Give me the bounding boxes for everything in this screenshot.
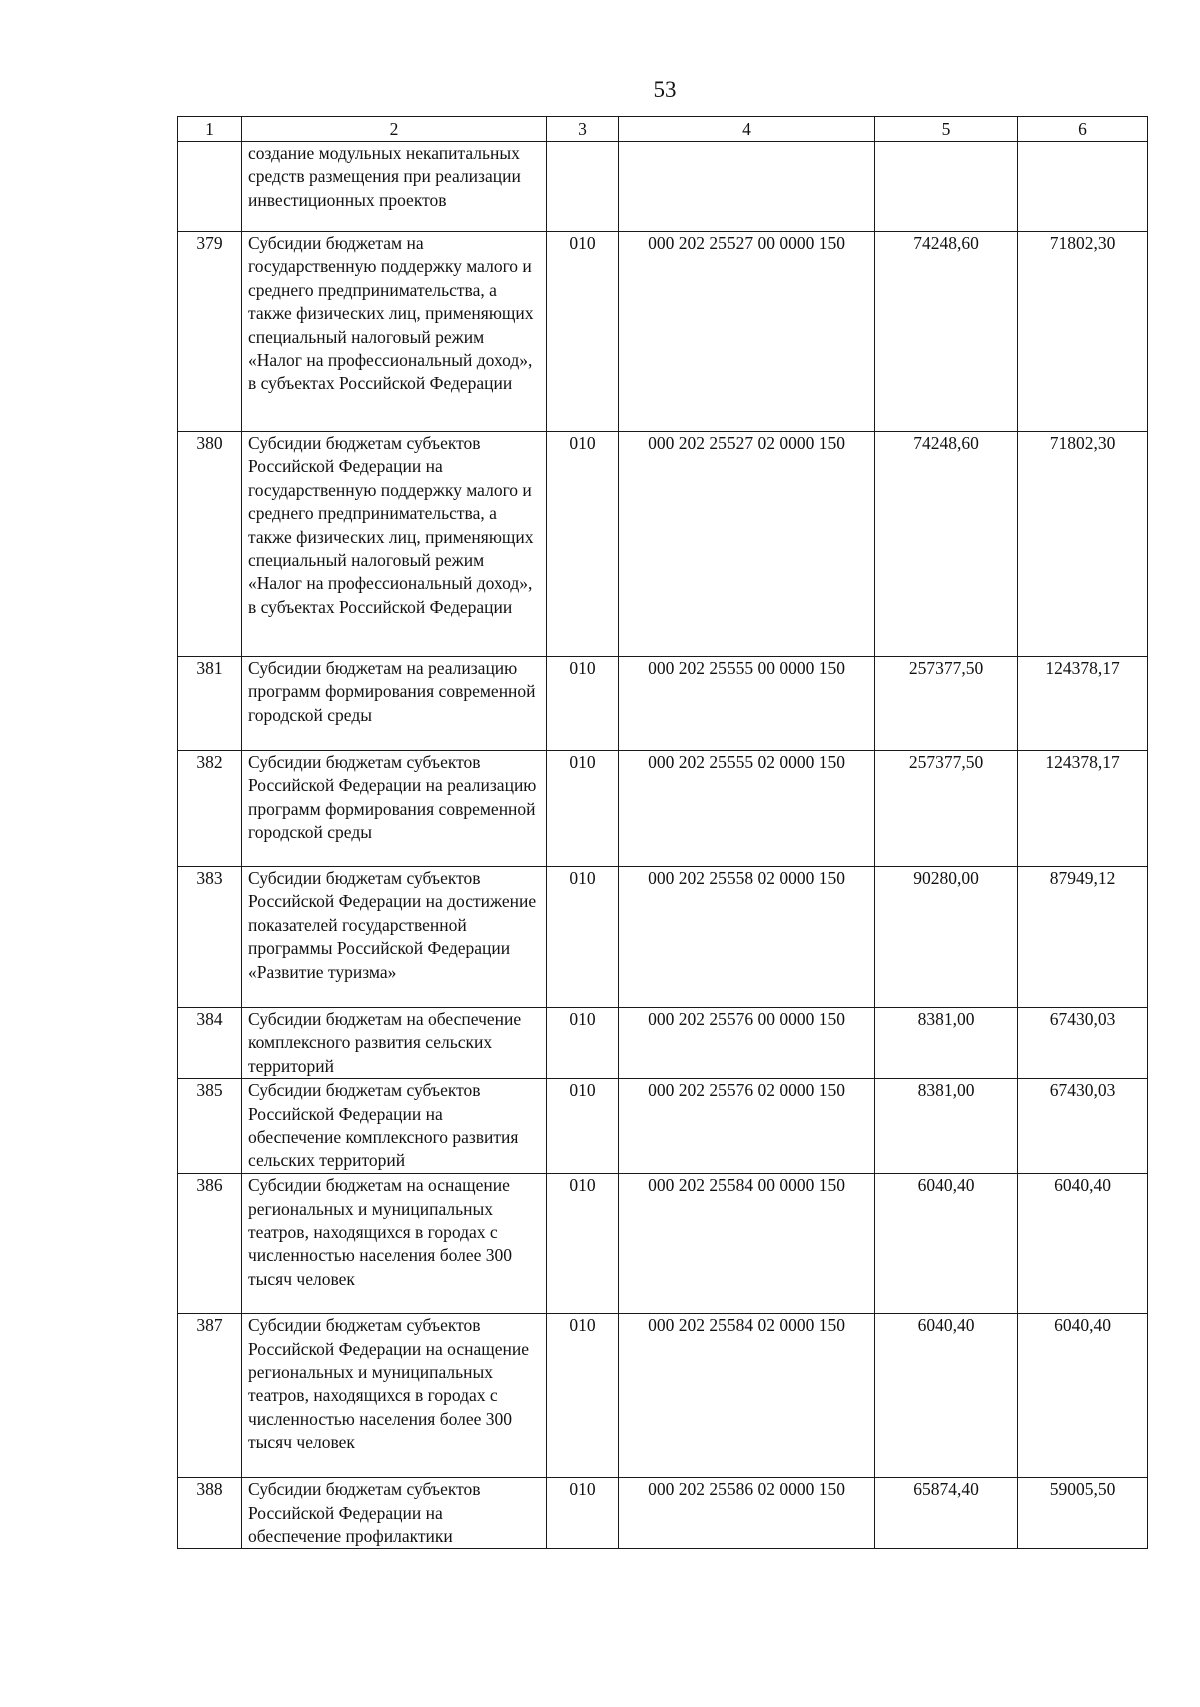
table-row xyxy=(178,1314,1148,1478)
row-name: Субсидии бюджетам субъектов Российской Федерации на оснащение региональных и муниципальных театров, находящихся в городах с численностью населения более 300 тысяч человек xyxy=(242,1314,547,1478)
row-budget-code: 000 202 25555 00 0000 150 xyxy=(619,657,875,751)
row-name: Субсидии бюджетам на обеспечение комплексного развития сельских территорий xyxy=(242,1008,547,1079)
column-header: 5 xyxy=(875,117,1018,142)
row-fact-value: 67430,03 xyxy=(1018,1079,1148,1174)
row-plan-value: 65874,40 xyxy=(875,1478,1018,1549)
row-fact-value: 6040,40 xyxy=(1018,1174,1148,1314)
row-number: 379 xyxy=(178,232,242,432)
row-budget-code: 000 202 25576 02 0000 150 xyxy=(619,1079,875,1174)
column-header: 6 xyxy=(1018,117,1148,142)
row-fact-value xyxy=(1018,142,1148,232)
row-number: 387 xyxy=(178,1314,242,1478)
row-fact-value: 71802,30 xyxy=(1018,232,1148,432)
row-fact-value: 59005,50 xyxy=(1018,1478,1148,1549)
row-admin-code: 010 xyxy=(547,1174,619,1314)
row-budget-code: 000 202 25527 00 0000 150 xyxy=(619,232,875,432)
column-header: 3 xyxy=(547,117,619,142)
row-plan-value xyxy=(875,142,1018,232)
row-name: Субсидии бюджетам субъектов Российской Федерации на государственную поддержку малого и среднего предпринимательства, а также физических лиц, применяющих специальный налоговый режим «Налог на профессиональный доход», в субъектах Российской Федерации xyxy=(242,432,547,657)
row-admin-code: 010 xyxy=(547,867,619,1008)
row-name: создание модульных некапитальных средств размещения при реализации инвестиционных проектов xyxy=(242,142,547,232)
row-admin-code xyxy=(547,142,619,232)
row-number: 381 xyxy=(178,657,242,751)
table-row xyxy=(178,1008,1148,1079)
row-fact-value: 87949,12 xyxy=(1018,867,1148,1008)
row-plan-value: 257377,50 xyxy=(875,751,1018,867)
table-row xyxy=(178,657,1148,751)
row-number: 384 xyxy=(178,1008,242,1079)
column-header: 1 xyxy=(178,117,242,142)
row-name: Субсидии бюджетам субъектов Российской Федерации на реализацию программ формирования современной городской среды xyxy=(242,751,547,867)
column-header: 4 xyxy=(619,117,875,142)
row-admin-code: 010 xyxy=(547,432,619,657)
row-number: 388 xyxy=(178,1478,242,1549)
column-header: 2 xyxy=(242,117,547,142)
table-row xyxy=(178,1478,1148,1549)
row-budget-code: 000 202 25576 00 0000 150 xyxy=(619,1008,875,1079)
row-admin-code: 010 xyxy=(547,1478,619,1549)
table-row xyxy=(178,867,1148,1008)
row-admin-code: 010 xyxy=(547,751,619,867)
table-row xyxy=(178,1079,1148,1174)
row-number: 382 xyxy=(178,751,242,867)
row-name: Субсидии бюджетам субъектов Российской Федерации на достижение показателей государственной программы Российской Федерации «Развитие туризма» xyxy=(242,867,547,1008)
row-plan-value: 6040,40 xyxy=(875,1314,1018,1478)
row-number xyxy=(178,142,242,232)
row-fact-value: 124378,17 xyxy=(1018,657,1148,751)
row-budget-code: 000 202 25558 02 0000 150 xyxy=(619,867,875,1008)
row-number: 386 xyxy=(178,1174,242,1314)
budget-table xyxy=(177,116,1148,1549)
row-plan-value: 8381,00 xyxy=(875,1079,1018,1174)
row-fact-value: 67430,03 xyxy=(1018,1008,1148,1079)
row-fact-value: 71802,30 xyxy=(1018,432,1148,657)
row-plan-value: 257377,50 xyxy=(875,657,1018,751)
row-admin-code: 010 xyxy=(547,232,619,432)
header-row xyxy=(178,117,1148,142)
row-admin-code: 010 xyxy=(547,1314,619,1478)
row-budget-code: 000 202 25584 02 0000 150 xyxy=(619,1314,875,1478)
row-admin-code: 010 xyxy=(547,1008,619,1079)
row-plan-value: 90280,00 xyxy=(875,867,1018,1008)
row-fact-value: 124378,17 xyxy=(1018,751,1148,867)
row-name: Субсидии бюджетам на государственную поддержку малого и среднего предпринимательства, а также физических лиц, применяющих специальный налоговый режим «Налог на профессиональный доход», в субъектах Российской Федерации xyxy=(242,232,547,432)
row-name: Субсидии бюджетам на реализацию программ формирования современной городской среды xyxy=(242,657,547,751)
row-name: Субсидии бюджетам субъектов Российской Федерации на обеспечение профилактики xyxy=(242,1478,547,1549)
row-number: 383 xyxy=(178,867,242,1008)
table-row xyxy=(178,432,1148,657)
page-number: 53 xyxy=(653,77,677,102)
row-admin-code: 010 xyxy=(547,657,619,751)
row-fact-value: 6040,40 xyxy=(1018,1314,1148,1478)
table-row xyxy=(178,1174,1148,1314)
row-admin-code: 010 xyxy=(547,1079,619,1174)
table-row xyxy=(178,232,1148,432)
row-budget-code: 000 202 25584 00 0000 150 xyxy=(619,1174,875,1314)
row-budget-code: 000 202 25527 02 0000 150 xyxy=(619,432,875,657)
row-plan-value: 8381,00 xyxy=(875,1008,1018,1079)
row-name: Субсидии бюджетам субъектов Российской Федерации на обеспечение комплексного развития сельских территорий xyxy=(242,1079,547,1174)
row-plan-value: 74248,60 xyxy=(875,432,1018,657)
row-plan-value: 6040,40 xyxy=(875,1174,1018,1314)
row-budget-code: 000 202 25586 02 0000 150 xyxy=(619,1478,875,1549)
row-name: Субсидии бюджетам на оснащение региональных и муниципальных театров, находящихся в городах с численностью населения более 300 тысяч человек xyxy=(242,1174,547,1314)
table-row xyxy=(178,751,1148,867)
table-row-continuation xyxy=(178,142,1148,232)
row-budget-code xyxy=(619,142,875,232)
row-plan-value: 74248,60 xyxy=(875,232,1018,432)
row-budget-code: 000 202 25555 02 0000 150 xyxy=(619,751,875,867)
row-number: 385 xyxy=(178,1079,242,1174)
row-number: 380 xyxy=(178,432,242,657)
